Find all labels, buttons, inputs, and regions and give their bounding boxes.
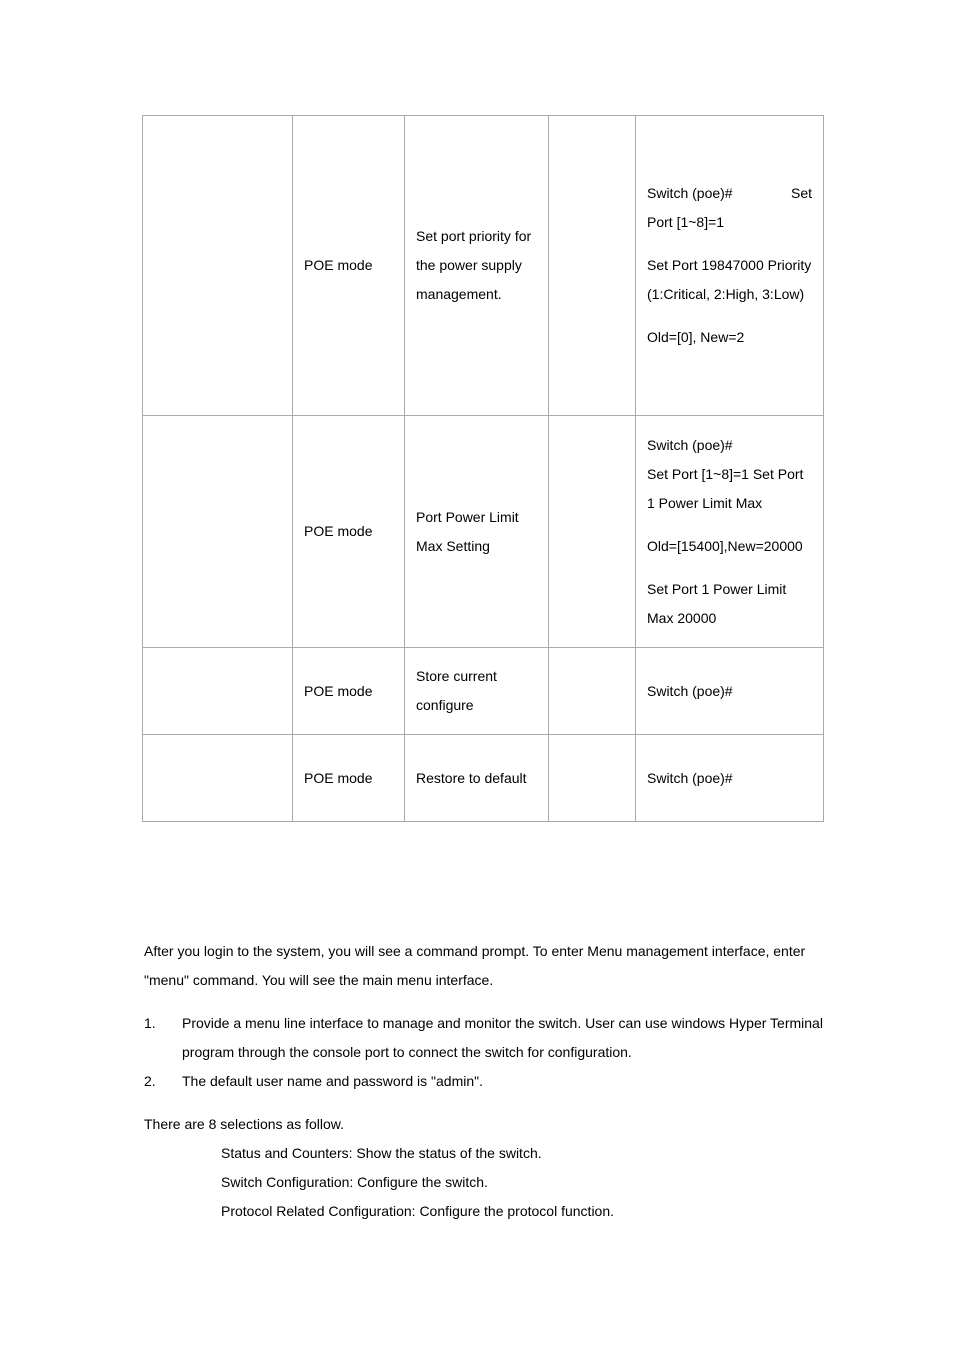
example-line: Set Port 19847000 Priority (1:Critical, 2:High, 3:Low) [647, 257, 812, 302]
selection-item: Protocol Related Configuration: Configure the protocol function. [221, 1203, 615, 1219]
list-text: The default user name and password is "admin". [182, 1073, 483, 1089]
parameter-cell [549, 116, 636, 416]
selection-item: Switch Configuration: Configure the switch. [221, 1174, 488, 1190]
example-line: Old=[15400],New=20000 [647, 537, 803, 554]
example-line: Set Port [1~8]=1 Set Port 1 Power Limit Max [647, 465, 804, 511]
intro-paragraph: After you login to the system, you will see a command prompt. To enter Menu management interface, enter "menu" command. You will see the main menu interface. [144, 943, 806, 988]
mode-cell: POE mode [293, 648, 405, 735]
selection-item: Status and Counters: Show the status of the switch. [221, 1145, 542, 1161]
command-cell [143, 648, 293, 735]
example-cell: Switch (poe)# [636, 735, 824, 822]
example-line [647, 179, 812, 208]
description-cell: Port Power Limit Max Setting [405, 416, 549, 648]
example-line: Port [1~8]=1 [647, 214, 725, 230]
body-text [144, 937, 824, 1226]
command-cell [143, 735, 293, 822]
command-cell [143, 116, 293, 416]
table-row [143, 648, 824, 735]
table-row [143, 116, 824, 416]
selections-intro: There are 8 selections as follow. [144, 1116, 344, 1132]
description-cell: Store current configure [405, 648, 549, 735]
example-cell [636, 416, 824, 648]
list-number: 1. [144, 1015, 156, 1031]
example-cell [636, 116, 824, 416]
description-cell: Set port priority for the power supply management. [405, 116, 549, 416]
table-row [143, 735, 824, 822]
list-text: Provide a menu line interface to manage and monitor the switch. User can use windows Hyper Terminal program through the console port to connect the switch for configuration. [182, 1015, 823, 1060]
mode-cell: POE mode [293, 116, 405, 416]
poe-command-table [142, 115, 824, 822]
example-line: Set Port 1 Power Limit Max 20000 [647, 580, 787, 626]
parameter-cell [549, 648, 636, 735]
command-cell [143, 416, 293, 648]
example-line: Switch (poe)# [647, 436, 733, 453]
parameter-cell [549, 735, 636, 822]
example-cell: Switch (poe)# [636, 648, 824, 735]
example-line: Old=[0], New=2 [647, 329, 745, 345]
example-text: Set [790, 185, 812, 201]
parameter-cell [549, 416, 636, 648]
list-item [144, 1009, 824, 1067]
list-item [144, 1067, 824, 1096]
numbered-list [144, 1009, 824, 1096]
mode-cell: POE mode [293, 735, 405, 822]
table-row [143, 416, 824, 648]
list-number: 2. [144, 1073, 156, 1089]
mode-cell: POE mode [293, 416, 405, 648]
example-text: Switch (poe)# [647, 185, 733, 201]
description-cell: Restore to default [405, 735, 549, 822]
